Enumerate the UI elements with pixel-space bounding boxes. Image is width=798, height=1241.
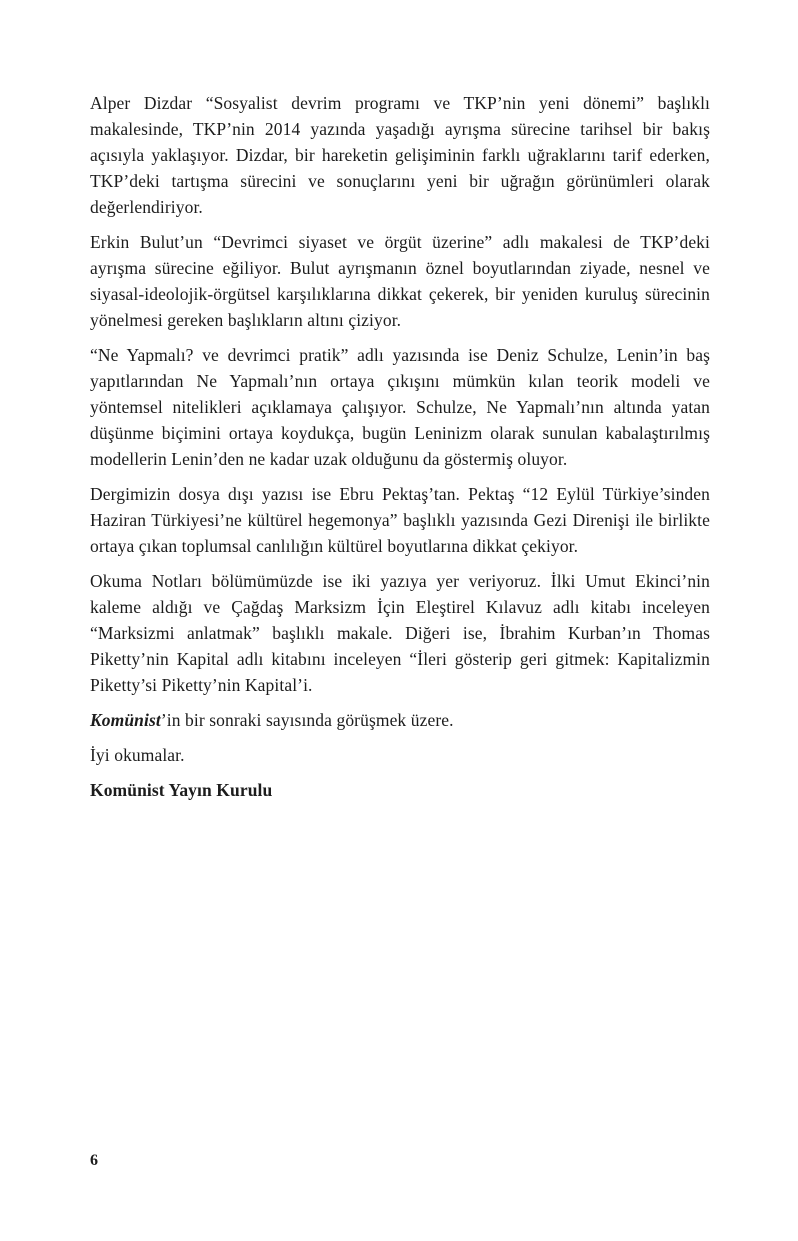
paragraph-3: “Ne Yapmalı? ve devrimci pratik” adlı yazısında ise Deniz Schulze, Lenin’in baş yapıtlarından Ne Yapmalı’nın ortaya çıkışını mümkün kılan teorik modeli ve yöntemsel nitelikleri açıklamaya çalışıyor. Schulze, Ne Yapmalı’nın altında yatan düşünme biçimini ortaya koydukça, bugün Leninizm olarak sunulan kabalaştırılmış modellerin Lenin’den ne kadar uzak olduğunu da göstermiş oluyor. xyxy=(90,345,710,469)
farewell-line: İyi okumalar. xyxy=(90,745,185,765)
paragraph-1: Alper Dizdar “Sosyalist devrim programı ve TKP’nin yeni dönemi” başlıklı makalesinde, TKP’nin 2014 yazında yaşadığı ayrışma sürecine tarihsel bir bakış açısıyla yaklaşıyor. Dizdar, bir hareketin gelişiminin farklı uğraklarını tarif ederken, TKP’deki tartışma sürecini ve sonuçlarını yeni bir uğrağın görünümleri olarak değerlendiriyor. xyxy=(90,93,710,217)
magazine-name: Komünist xyxy=(90,710,161,730)
signature-line: Komünist Yayın Kurulu xyxy=(90,780,273,800)
paragraph-4: Dergimizin dosya dışı yazısı ise Ebru Pektaş’tan. Pektaş “12 Eylül Türkiye’sinden Haziran Türkiyesi’ne kültürel hegemonya” başlıklı yazısında Gezi Direnişi ile birlikte ortaya çıkan toplumsal canlılığın kültürel boyutlarına dikkat çekiyor. xyxy=(90,484,710,556)
page-number: 6 xyxy=(90,1152,98,1169)
closing-text: ’in bir sonraki sayısında görüşmek üzere. xyxy=(160,710,454,730)
page-content xyxy=(90,90,710,812)
paragraph-2: Erkin Bulut’un “Devrimci siyaset ve örgüt üzerine” adlı makalesi de TKP’deki ayrışma sürecine eğiliyor. Bulut ayrışmanın öznel boyutlarından ziyade, nesnel ve siyasal-ideolojik-örgütsel karşılıklarına dikkat çekerek, bir yeniden kuruluş sürecinin yönelmesi gereken başlıkların altını çiziyor. xyxy=(90,232,710,330)
closing-paragraph xyxy=(90,707,710,733)
paragraph-5: Okuma Notları bölümümüzde ise iki yazıya yer veriyoruz. İlki Umut Ekinci’nin kaleme aldığı ve Çağdaş Marksizm İçin Eleştirel Kılavuz adlı kitabı inceleyen “Marksizmi anlatmak” başlıklı makale. Diğeri ise, İbrahim Kurban’ın Thomas Piketty’nin Kapital adlı kitabını inceleyen “İleri gösterip geri gitmek: Kapitalizmin Piketty’si Piketty’nin Kapital’i. xyxy=(90,571,710,695)
